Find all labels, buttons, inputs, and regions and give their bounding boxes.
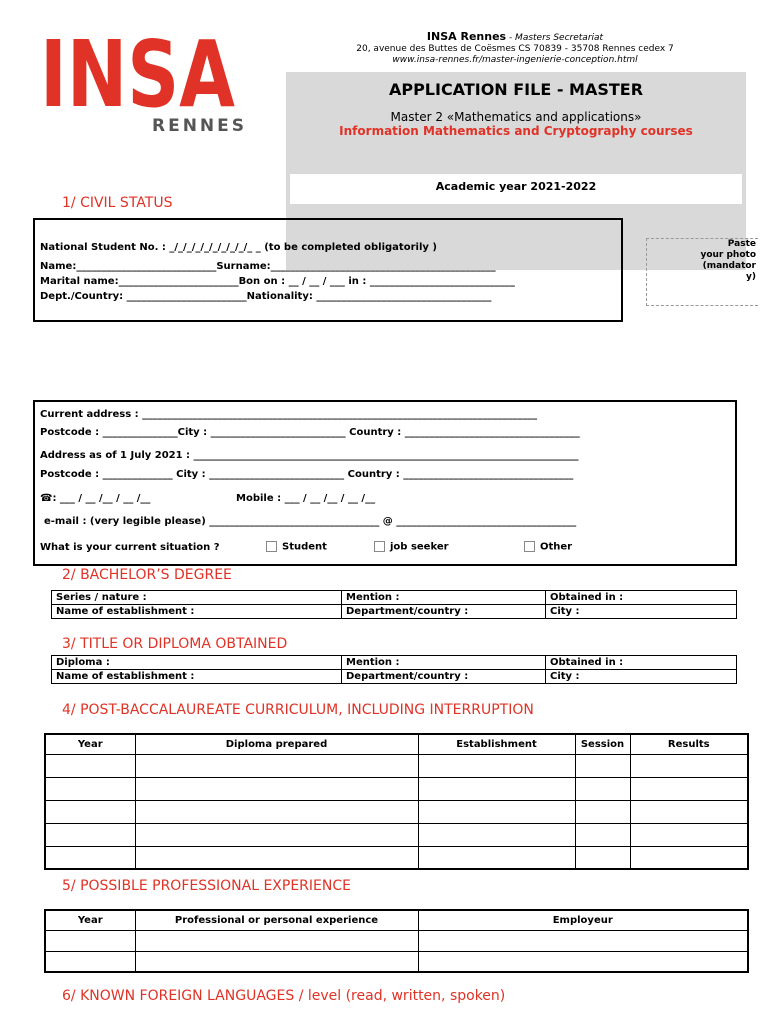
mobile-field[interactable]: Mobile : ___ / __ /__ / __ /__	[236, 493, 376, 504]
bachelor-dept-cell[interactable]: Department/country :	[342, 605, 546, 619]
col-diploma: Diploma prepared	[135, 734, 418, 754]
phone-field[interactable]: ☎: ___ / __ /__ / __ /__	[40, 493, 151, 504]
cell[interactable]	[418, 930, 748, 951]
student-option[interactable]	[266, 541, 327, 553]
bachelor-city-cell[interactable]: City :	[546, 605, 737, 619]
other-checkbox[interactable]	[524, 541, 535, 552]
cell[interactable]	[418, 777, 575, 800]
table-header-row	[45, 910, 748, 930]
col-employer: Employeur	[418, 910, 748, 930]
cell[interactable]	[45, 846, 135, 869]
cell[interactable]	[135, 777, 418, 800]
photo-label-3: (mandator	[702, 261, 756, 271]
student-checkbox[interactable]	[266, 541, 277, 552]
cell[interactable]	[45, 823, 135, 846]
col-year: Year	[45, 734, 135, 754]
dept-nationality-field[interactable]: Dept./Country: ________________________Nationality: ___________________________________	[40, 291, 492, 302]
marital-name-field[interactable]: Marital name:________________________Bon on : __ / __ / ___ in : _____________________________	[40, 276, 515, 287]
national-student-no-field[interactable]: National Student No. : _/_/_/_/_/_/_/_/_/_ _ (to be completed obligatorily )	[40, 242, 437, 253]
cell[interactable]	[45, 800, 135, 823]
table-header-row	[45, 734, 748, 754]
diploma-establishment-cell[interactable]: Name of establishment :	[52, 670, 342, 684]
section-curriculum: 4/ POST-BACCALAUREATE CURRICULUM, INCLUDING INTERRUPTION	[62, 702, 534, 718]
cell[interactable]	[135, 823, 418, 846]
name-surname-field[interactable]: Name:____________________________Surname:_____________________________________________	[40, 261, 496, 272]
table-row	[52, 670, 737, 684]
cell[interactable]	[630, 754, 748, 777]
page-title: APPLICATION FILE - MASTER	[388, 80, 644, 99]
table-row	[45, 754, 748, 777]
cell[interactable]	[418, 823, 575, 846]
diploma-city-cell[interactable]: City :	[546, 670, 737, 684]
photo-placeholder[interactable]	[646, 238, 758, 306]
cell[interactable]	[630, 846, 748, 869]
diploma-name-cell[interactable]: Diploma :	[52, 656, 342, 670]
cell[interactable]	[575, 777, 630, 800]
section-languages: 6/ KNOWN FOREIGN LANGUAGES / level (read, written, spoken)	[62, 988, 506, 1004]
cell[interactable]	[630, 800, 748, 823]
col-establishment: Establishment	[418, 734, 575, 754]
table-row	[45, 823, 748, 846]
bachelor-establishment-cell[interactable]: Name of establishment :	[52, 605, 342, 619]
cell[interactable]	[630, 777, 748, 800]
bachelor-obtained-cell[interactable]: Obtained in :	[546, 591, 737, 605]
col-experience: Professional or personal experience	[135, 910, 418, 930]
other-label: Other	[540, 541, 573, 553]
photo-label-2: your photo	[700, 250, 756, 260]
cell[interactable]	[575, 800, 630, 823]
header-org-line	[300, 30, 730, 43]
section-bachelor: 2/ BACHELOR’S DEGREE	[62, 567, 232, 583]
diploma-table	[51, 655, 737, 684]
cell[interactable]	[45, 930, 135, 951]
diploma-mention-cell[interactable]: Mention :	[342, 656, 546, 670]
header-website: www.insa-rennes.fr/master-ingenierie-conception.html	[392, 55, 638, 65]
cell[interactable]	[630, 823, 748, 846]
table-row	[45, 930, 748, 951]
table-row	[52, 605, 737, 619]
cell[interactable]	[418, 846, 575, 869]
photo-label-4: y)	[746, 272, 756, 282]
table-row	[52, 591, 737, 605]
job-seeker-checkbox[interactable]	[374, 541, 385, 552]
course-title: Information Mathematics and Cryptography courses	[339, 124, 693, 138]
bachelor-mention-cell[interactable]: Mention :	[342, 591, 546, 605]
cell[interactable]	[135, 754, 418, 777]
header-dept: - Masters Secretariat	[508, 33, 604, 43]
situation-label: What is your current situation ?	[40, 542, 220, 553]
cell[interactable]	[575, 846, 630, 869]
student-label: Student	[282, 541, 327, 553]
table-row	[45, 846, 748, 869]
cell[interactable]	[418, 754, 575, 777]
section-diploma: 3/ TITLE OR DIPLOMA OBTAINED	[62, 636, 288, 652]
table-row	[45, 951, 748, 972]
cell[interactable]	[135, 846, 418, 869]
address-july-field[interactable]: Address as of 1 July 2021 : _____________________________________________________________________________	[40, 450, 579, 461]
col-results: Results	[630, 734, 748, 754]
svg-text:INSA: INSA	[40, 28, 235, 116]
cell[interactable]	[45, 754, 135, 777]
diploma-obtained-cell[interactable]: Obtained in :	[546, 656, 737, 670]
cell[interactable]	[45, 777, 135, 800]
cell[interactable]	[135, 800, 418, 823]
col-session: Session	[575, 734, 630, 754]
email-field[interactable]: e-mail : (very legible please) __________________________________ @ ____________________________________	[44, 516, 577, 527]
header-org: INSA Rennes	[426, 30, 507, 43]
cell[interactable]	[418, 800, 575, 823]
table-row	[45, 800, 748, 823]
curriculum-table	[44, 733, 749, 870]
bachelor-series-cell[interactable]: Series / nature :	[52, 591, 342, 605]
header-address: 20, avenue des Buttes de Coësmes CS 70839 - 35708 Rennes cedex 7	[356, 44, 674, 54]
job-seeker-label: job seeker	[390, 541, 449, 553]
section-experience: 5/ POSSIBLE PROFESSIONAL EXPERIENCE	[62, 878, 351, 894]
section-civil-status: 1/ CIVIL STATUS	[62, 195, 173, 211]
bachelor-table	[51, 590, 737, 619]
table-row	[45, 777, 748, 800]
table-row	[52, 656, 737, 670]
cell[interactable]	[135, 951, 418, 972]
photo-label-1: Paste	[727, 239, 756, 249]
insa-logo	[40, 28, 245, 116]
cell[interactable]	[45, 951, 135, 972]
academic-year: Academic year 2021-2022	[290, 174, 742, 204]
cell[interactable]	[418, 951, 748, 972]
job-seeker-option[interactable]	[374, 541, 449, 553]
logo-rennes: RENNES	[152, 116, 248, 136]
col-year: Year	[45, 910, 135, 930]
current-address-field[interactable]: Current address : _______________________________________________________________________________	[40, 409, 538, 420]
subtitle: Master 2 «Mathematics and applications»	[390, 110, 642, 124]
postcode-city-country-field-2[interactable]: Postcode : ______________ City : ___________________________ Country : __________________________________	[40, 469, 574, 480]
diploma-dept-cell[interactable]: Department/country :	[342, 670, 546, 684]
postcode-city-country-field[interactable]: Postcode : _______________City : ___________________________ Country : ___________________________________	[40, 427, 580, 438]
other-option[interactable]	[524, 541, 572, 553]
cell[interactable]	[135, 930, 418, 951]
cell[interactable]	[575, 823, 630, 846]
cell[interactable]	[575, 754, 630, 777]
experience-table	[44, 909, 749, 973]
